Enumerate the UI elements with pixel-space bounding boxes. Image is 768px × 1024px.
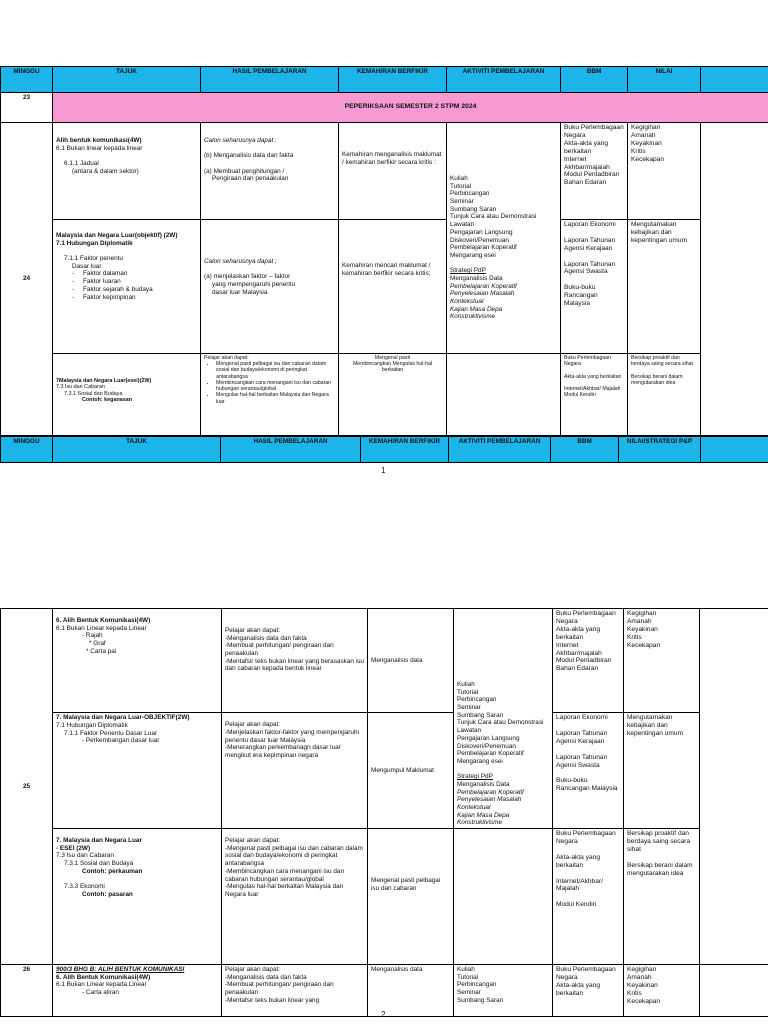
tajuk-cell — [53, 713, 222, 829]
aktiviti-cell-empty — [447, 354, 561, 436]
aktiviti-cell — [454, 609, 553, 829]
bbm-cell: Laporan Ekonomi Laporan Tahunan Agensi Kerajaan Laporan Tahunan Agensi Swasta Buku-buku Rancangan Malaysia — [553, 713, 624, 829]
tajuk-line: 6.1 Bukan Linear kepada Linear — [56, 624, 147, 632]
tajuk-line: - Perkembangan dasar luar — [82, 737, 160, 745]
strategi-italic: Pembelajaran Koperatif Penyelesaian Masalah Kontekstual Kajian Masa Depa Konstruktivisme — [457, 788, 524, 827]
header-bbm: BBM — [561, 67, 628, 93]
strategi-line: Menganalisis Data — [450, 274, 503, 282]
tajuk-line: 7.1.1 Faktor Penentu Dasar Luar — [64, 729, 158, 737]
tajuk-line: * Carta pai — [86, 647, 117, 655]
tajuk-item: - Faktor dalaman — [72, 270, 128, 278]
tajuk-title: 7Malaysia dan Negara Luar(esei)(2W) — [56, 378, 152, 384]
nilai-cell: Bersikap proaktif dan berdaya saing secara sihat Bersikap berani dalam mengutarakan idea — [628, 354, 701, 436]
tajuk-line: Contoh: perkauman — [82, 867, 143, 875]
hasil-cell: Pelajar akan dapat: -Mengenal pasti pelbagai isu dan cabaran dalam sosial dan budaya/ekonomi di peringkat antarabangsa -Membincangkan cara menangani isu dan cabaran hubungan serantau/global -Mengulas hal-hal berkaitan Malaysia dan Negara luar — [222, 829, 368, 965]
nilai-cell: Kegigihan Amanah Keyakinan Kritis Kecekapan — [624, 965, 700, 1017]
tajuk-line: 7.1 Hubungan Diplomatik — [56, 721, 128, 729]
tajuk-title: 7. Malaysia dan Negara Luar-OBJEKTIF(2W) — [56, 714, 190, 722]
bbm-cell: Buku Perlembagaan Negara Akta-akta yang berkaitan Internet Akhbar/majalah Modul Pentadbiran Bahan Edaran — [553, 609, 624, 713]
tajuk-title: 7. Malaysia dan Negara Luar — [56, 837, 142, 845]
tajuk-title: - ESEI (2W) — [56, 844, 91, 852]
hasil-line: (a) Membuat penghitungan / — [204, 167, 285, 175]
strategi-title: Strategi PdP — [457, 773, 493, 781]
tajuk-line: 7.3 Isu dan Cabaran — [56, 384, 105, 391]
hasil-cell — [201, 123, 339, 220]
tajuk-line: (antara & dalam sektor) — [72, 167, 139, 175]
hasil-item: • Mengenal pasti pelbagai isu dan cabaran dalam sosial dan budaya/ekonomi di peringkat antarabangsa — [216, 361, 335, 380]
aktiviti-list: Kuliah Tutorial Perbincangan Seminar Sumbang Saran Tunjuk Cara atau Demonstrasi Lawatan Pengajaran Langsung Diskoveri/Penemuan Pembelajaran Koperatif Mengarang esei — [457, 681, 544, 765]
strategi-line: Menganalisis Data — [457, 780, 510, 788]
aktiviti-list: Kuliah Tutorial Perbincangan Seminar Sumbang Saran Tunjuk Cara atau Demonstrasi Lawatan Pengajaran Langsung Diskoveri/Penemuan Pembelajaran Koperatif Mengarang esei — [450, 175, 537, 259]
page1-footer-header — [0, 436, 768, 463]
aktiviti-cell-empty — [454, 829, 553, 965]
footer-nilai: NILAI/STRATEGI P&P — [619, 437, 701, 463]
footer-hasil: HASIL PEMBELAJARAN — [221, 437, 361, 463]
tajuk-title: 6. Alih Bentuk Komunikasi(4W) — [56, 617, 151, 624]
tajuk-line: Dasar luar — [72, 262, 102, 270]
tajuk-cell — [53, 354, 201, 436]
page1-table — [0, 66, 768, 436]
week-26: 26 — [1, 965, 53, 1017]
hasil-item: • Membincangkan cara menangani isu dan cabaran hubungan serantau/global — [216, 380, 335, 392]
page-number-1: 1 — [381, 466, 386, 475]
kemahiran-cell: Kemahiran menganalisis maklumat / kemahiran berfikir secara kritis : — [339, 123, 447, 220]
bbm-cell: Buku Perlembagaan Negara Akta-akta yang berkaitan Internet/Akhbar/ Majalah Modul Kendiri — [553, 829, 624, 965]
tajuk-line: - Rajah — [82, 632, 103, 640]
tajuk-line: Contoh: pasaran — [82, 890, 133, 898]
footer-blank — [701, 437, 768, 463]
header-kemahiran: KEMAHIRAN BERFIKIR — [339, 67, 447, 93]
tajuk-line: 6.1.1 Jadual — [64, 160, 99, 168]
hasil-cell: Pelajar akan dapat: -Menganalisis data dan fakta -Membuat perhitungan/ pengiraan dan penaakulan -Mentafsir teks bukan linear yang — [222, 965, 368, 1017]
tajuk-title: 900/3 BHG B: ALIH BENTUK KOMUNIKASI — [56, 966, 185, 974]
kemahiran-cell: Mengumpul Maklumat — [368, 713, 454, 829]
blank-col — [701, 123, 768, 436]
tajuk-item: - Faktor sejarah & budaya — [72, 285, 153, 293]
tajuk-item: - Faktor kepimpinan — [72, 293, 136, 301]
tajuk-item: - Faktor luaran — [72, 278, 121, 286]
header-tajuk: TAJUK — [53, 67, 201, 93]
tajuk-title: 6. Alih Bentuk Komunikasi(4W) — [56, 973, 151, 981]
nilai-cell: Bersikap proaktif dan berdaya saing secara sihat Bersikap berani dalam mengutarakan idea — [624, 829, 700, 965]
header-aktiviti: AKTIVITI PEMBELAJARAN — [447, 67, 561, 93]
header-nilai: NILAI — [628, 67, 701, 93]
tajuk-line: 7.1.1 Faktor penentu — [64, 255, 123, 263]
nilai-cell: Mengutamakan kebajikan dan kepentingan umum — [628, 220, 701, 354]
tajuk-cell — [53, 965, 222, 1017]
hasil-line: Calon seharusnya dapat ; — [204, 258, 277, 265]
hasil-cell — [201, 220, 339, 354]
hasil-item: • Mengulas hal-hal berkaitan Malaysia dan Negara luar — [216, 392, 335, 404]
tajuk-title: Alih bentuk komunikasi(4W) — [56, 137, 142, 144]
strategi-title: Strategi PdP — [450, 267, 486, 275]
tajuk-cell — [53, 123, 201, 220]
header-minggu: MINGGU — [1, 67, 53, 93]
kemahiran-cell: Menganalisis data — [368, 609, 454, 713]
kemahiran-cell: Mengenal pasti pelbagai isu dan cabaran — [368, 829, 454, 965]
bbm-cell: Buku Perlembagaan Negara Akta-akta yang berkaitan — [553, 965, 624, 1017]
footer-bbm: BBM — [551, 437, 619, 463]
tajuk-line: 7.3.1 Sosial dan Budaya — [64, 390, 123, 397]
hasil-line: dasar luar Malaysia — [212, 288, 268, 296]
tajuk-line: 7.1 Hubungan Diplomatik — [56, 239, 133, 247]
blank-col — [700, 609, 768, 965]
strategi-italic: Pembelajaran Koperatif Penyelesaian Masalah Kontekstual Kajian Masa Depa Konstruktivisme — [450, 282, 517, 321]
tajuk-cell — [53, 829, 222, 965]
week-24: 24 — [1, 123, 53, 436]
page2-table — [0, 608, 768, 1017]
bbm-cell: Buku Perlembagaan Negara Akta-akta yang berkaitan Internet Akhbar/majalah Modul Pentadbiran Bahan Edaran — [561, 123, 628, 220]
kemahiran-cell: Kemahiran mencari maklumat / kemahiran berfikir secara kritis; — [339, 220, 447, 354]
tajuk-line: Contoh: keganasan — [82, 397, 133, 404]
hasil-line: (b) Menganalisis data dan fakta — [204, 152, 294, 160]
hasil-cell: Pelajar akan dapat: -Menjelaskan faktor-faktor yang mempengaruhi penentu dasar luar Malaysia -Menerangkan perkembanagn dasar luar mengikut era kepimpinan negara — [222, 713, 368, 829]
tajuk-line: * Graf — [89, 640, 106, 648]
nilai-cell: Mengutamakan kebajikan dan kepentingan umum — [624, 713, 700, 829]
hasil-cell: Pelajar akan dapat: -Menganalisis data dan fakta -Membuat perhitungan/ pengiraan dan penaakulan -Mentafsir teks bukan linear yang berasaskan isu dan cabaran kepada bentuk linear — [222, 609, 368, 713]
hasil-line: Pengiraan dan penaakulan — [212, 175, 289, 183]
aktiviti-cell: Kuliah Tutorial Perbincangan Seminar Sumbang Saran — [454, 965, 553, 1017]
header-hasil: HASIL PEMBELAJARAN — [201, 67, 339, 93]
tajuk-line: 7.3.3 Ekonomi — [64, 883, 105, 891]
tajuk-title: Malaysia dan Negara Luar(objektif) (2W) — [56, 232, 178, 239]
hasil-line: Calon seharusnya dapat ; — [204, 137, 277, 144]
page-number-2: 2 — [381, 1010, 386, 1019]
bbm-cell: Laporan Ekonomi Laporan Tahunan Agensi Kerajaan Laporan Tahunan Agensi Swasta Buku-buku Rancangan Malaysia — [561, 220, 628, 354]
footer-tajuk: TAJUK — [53, 437, 221, 463]
tajuk-cell — [53, 220, 201, 354]
hasil-line: yang mempengaruhi penentu — [212, 281, 296, 289]
exam-banner: PEPERIKSAAN SEMESTER 2 STPM 2024 — [53, 93, 768, 123]
hasil-list — [204, 361, 335, 405]
kemahiran-cell: Menganalisis data — [368, 965, 454, 1017]
hasil-intro: Pelajar akan dapat: — [204, 355, 249, 361]
blank-col — [700, 965, 768, 1017]
tajuk-line: - Carta aliran — [82, 989, 119, 997]
footer-aktiviti: AKTIVITI PEMBELAJARAN — [449, 437, 551, 463]
nilai-cell: Kegigihan Amanah Keyakinan Kritis Kecekapan — [628, 123, 701, 220]
tajuk-line: 6.1 Bukan linear kepada linear — [56, 144, 143, 152]
tajuk-line: 7.3.1 Sosial dan Budaya — [64, 860, 134, 868]
footer-minggu: MINGGU — [1, 437, 53, 463]
kemahiran-cell: Mengenal pasti Membincangkan Mengulas hal-hal berkaitan — [339, 354, 447, 436]
hasil-line: (a) menjelaskan faktor – faktor — [204, 273, 291, 281]
hasil-cell — [201, 354, 339, 436]
tajuk-line: 7.3 Isu dan Cabaran — [56, 852, 114, 860]
tajuk-line: 6.1 Bukan Linear kepada Linear — [56, 981, 147, 989]
week-25: 25 — [1, 609, 53, 965]
exam-week: 23 — [1, 93, 53, 123]
aktiviti-cell — [447, 123, 561, 354]
nilai-cell: Kegigihan Amanah Keyakinan Kritis Kecekapan — [624, 609, 700, 713]
tajuk-cell — [53, 609, 222, 713]
footer-kemahiran: KEMAHIRAN BERFIKIR — [361, 437, 449, 463]
header-blank — [701, 67, 768, 93]
bbm-cell: Buku Perlembagaan Negara Akta-akta yang berkaitan Internet/Akhbar/ Majalah Modul Kendiri — [561, 354, 628, 436]
